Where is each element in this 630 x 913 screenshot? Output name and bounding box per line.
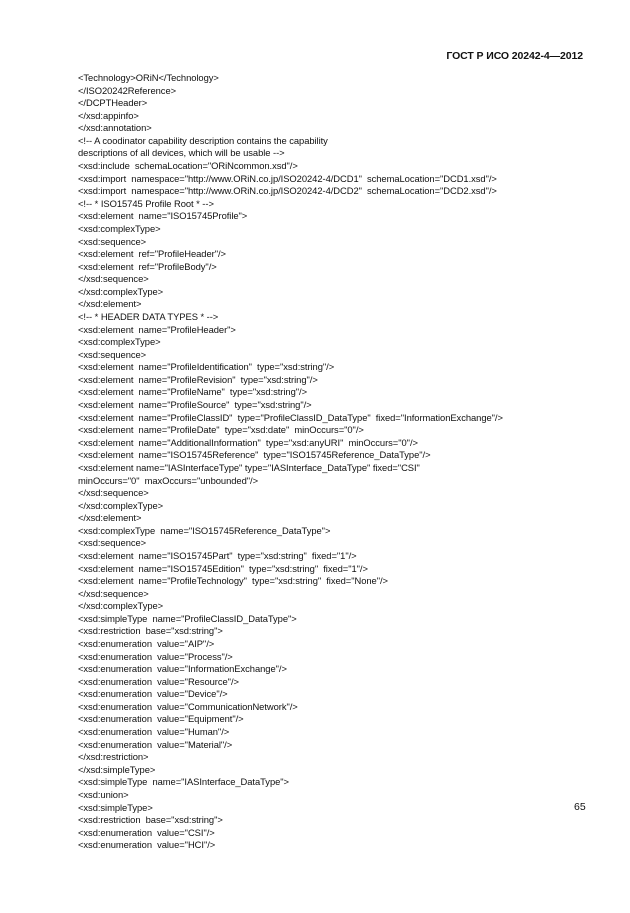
- code-line: <xsd:complexType>: [78, 222, 161, 234]
- code-line: <Technology>ORiN</Technology>: [78, 72, 219, 83]
- code-line: minOccurs="0" maxOccurs="unbounded"/>: [78, 474, 258, 486]
- code-line: </xsd:sequence>: [78, 487, 149, 499]
- code-line: </xsd:complexType>: [78, 285, 164, 297]
- code-line: </xsd:sequence>: [78, 273, 149, 285]
- code-line: </xsd:annotation>: [78, 122, 152, 134]
- code-line: </xsd:element>: [78, 298, 142, 310]
- code-line: <xsd:union>: [78, 788, 129, 800]
- page-number: 65: [574, 801, 586, 813]
- code-line: <xsd:element name="ProfileHeader">: [78, 323, 236, 335]
- code-line: <xsd:element name="ProfileDate" type="xsd:date" minOccurs="0"/>: [78, 424, 364, 436]
- code-line: <xsd:enumeration value="HCI"/>: [78, 839, 216, 851]
- code-line: </DCPTHeader>: [78, 97, 148, 109]
- code-line: <xsd:enumeration value="CommunicationNetwork"/>: [78, 700, 298, 712]
- code-line: <xsd:element name="ProfileName" type="xsd:string"/>: [78, 386, 308, 398]
- code-line: <!-- * ISO15745 Profile Root * -->: [78, 197, 214, 209]
- code-line: <xsd:enumeration value="Material"/>: [78, 738, 233, 750]
- code-line: <xsd:element name="ProfileClassID" type="ProfileClassID_DataType" fixed="InformationExchange"/>: [78, 411, 503, 423]
- code-line: <xsd:element name="ProfileSource" type="xsd:string"/>: [78, 399, 312, 411]
- code-line: <xsd:import namespace="http://www.ORiN.co.jp/ISO20242-4/DCD2" schemaLocation="DCD2.xsd"/>: [78, 185, 497, 197]
- code-line: <xsd:sequence>: [78, 537, 147, 549]
- code-line: </xsd:appinfo>: [78, 109, 139, 121]
- code-line: <xsd:sequence>: [78, 348, 147, 360]
- code-line: <xsd:element name="ISO15745Part" type="xsd:string" fixed="1"/>: [78, 549, 357, 561]
- code-line: <!-- * HEADER DATA TYPES * -->: [78, 310, 219, 322]
- code-line: <xsd:include schemaLocation="ORiNcommon.xsd"/>: [78, 160, 298, 172]
- code-line: descriptions of all devices, which will be usable -->: [78, 147, 285, 159]
- code-line: <xsd:element name="ProfileTechnology" type="xsd:string" fixed="None"/>: [78, 575, 388, 587]
- code-line: <xsd:import namespace="http://www.ORiN.co.jp/ISO20242-4/DCD1" schemaLocation="DCD1.xsd"/>: [78, 172, 497, 184]
- code-line: </xsd:complexType>: [78, 600, 164, 612]
- code-line: <xsd:enumeration value="CSI"/>: [78, 826, 215, 838]
- code-line: <xsd:element name="ISO15745Reference" type="ISO15745Reference_DataType"/>: [78, 449, 431, 461]
- code-line: <xsd:complexType name="ISO15745Reference_DataType">: [78, 524, 331, 536]
- code-line: </xsd:simpleType>: [78, 763, 156, 775]
- code-line: <xsd:simpleType name="IASInterface_DataType">: [78, 776, 289, 788]
- code-line: <xsd:element name="ISO15745Edition" type="xsd:string" fixed="1"/>: [78, 562, 368, 574]
- xsd-code-listing: [78, 72, 598, 852]
- code-line: <xsd:element name="ISO15745Profile">: [78, 210, 248, 222]
- code-line: <xsd:enumeration value="InformationExchange"/>: [78, 663, 287, 675]
- code-line: <xsd:element ref="ProfileBody"/>: [78, 260, 217, 272]
- code-line: <xsd:element name="IASInterfaceType" type="IASInterface_DataType" fixed="CSI": [78, 461, 420, 473]
- code-line: </xsd:element>: [78, 512, 142, 524]
- code-line: <xsd:sequence>: [78, 235, 147, 247]
- code-line: </xsd:complexType>: [78, 499, 164, 511]
- code-line: <xsd:enumeration value="Human"/>: [78, 726, 230, 738]
- code-line: <xsd:simpleType name="ProfileClassID_DataType">: [78, 612, 297, 624]
- code-line: <xsd:complexType>: [78, 336, 161, 348]
- code-line: <xsd:simpleType>: [78, 801, 153, 813]
- code-line: <xsd:restriction base="xsd:string">: [78, 625, 223, 637]
- code-line: <xsd:enumeration value="AIP"/>: [78, 638, 215, 650]
- code-line: <xsd:enumeration value="Equipment"/>: [78, 713, 244, 725]
- code-line: </ISO20242Reference>: [78, 84, 177, 96]
- code-line: <xsd:enumeration value="Process"/>: [78, 650, 233, 662]
- code-line: <xsd:element ref="ProfileHeader"/>: [78, 248, 226, 260]
- code-line: <xsd:element name="AdditionalInformation" type="xsd:anyURI" minOccurs="0"/>: [78, 436, 418, 448]
- code-line: <xsd:enumeration value="Device"/>: [78, 688, 228, 700]
- code-line: <!-- A coodinator capability description contains the capability: [78, 134, 328, 146]
- code-line: <xsd:element name="ProfileIdentification" type="xsd:string"/>: [78, 361, 335, 373]
- code-line: </xsd:restriction>: [78, 751, 149, 763]
- code-line: <xsd:restriction base="xsd:string">: [78, 814, 223, 826]
- document-header: ГОСТ Р ИСО 20242-4—2012: [446, 50, 583, 62]
- code-line: </xsd:sequence>: [78, 587, 149, 599]
- code-line: <xsd:element name="ProfileRevision" type="xsd:string"/>: [78, 373, 318, 385]
- code-line: <xsd:enumeration value="Resource"/>: [78, 675, 239, 687]
